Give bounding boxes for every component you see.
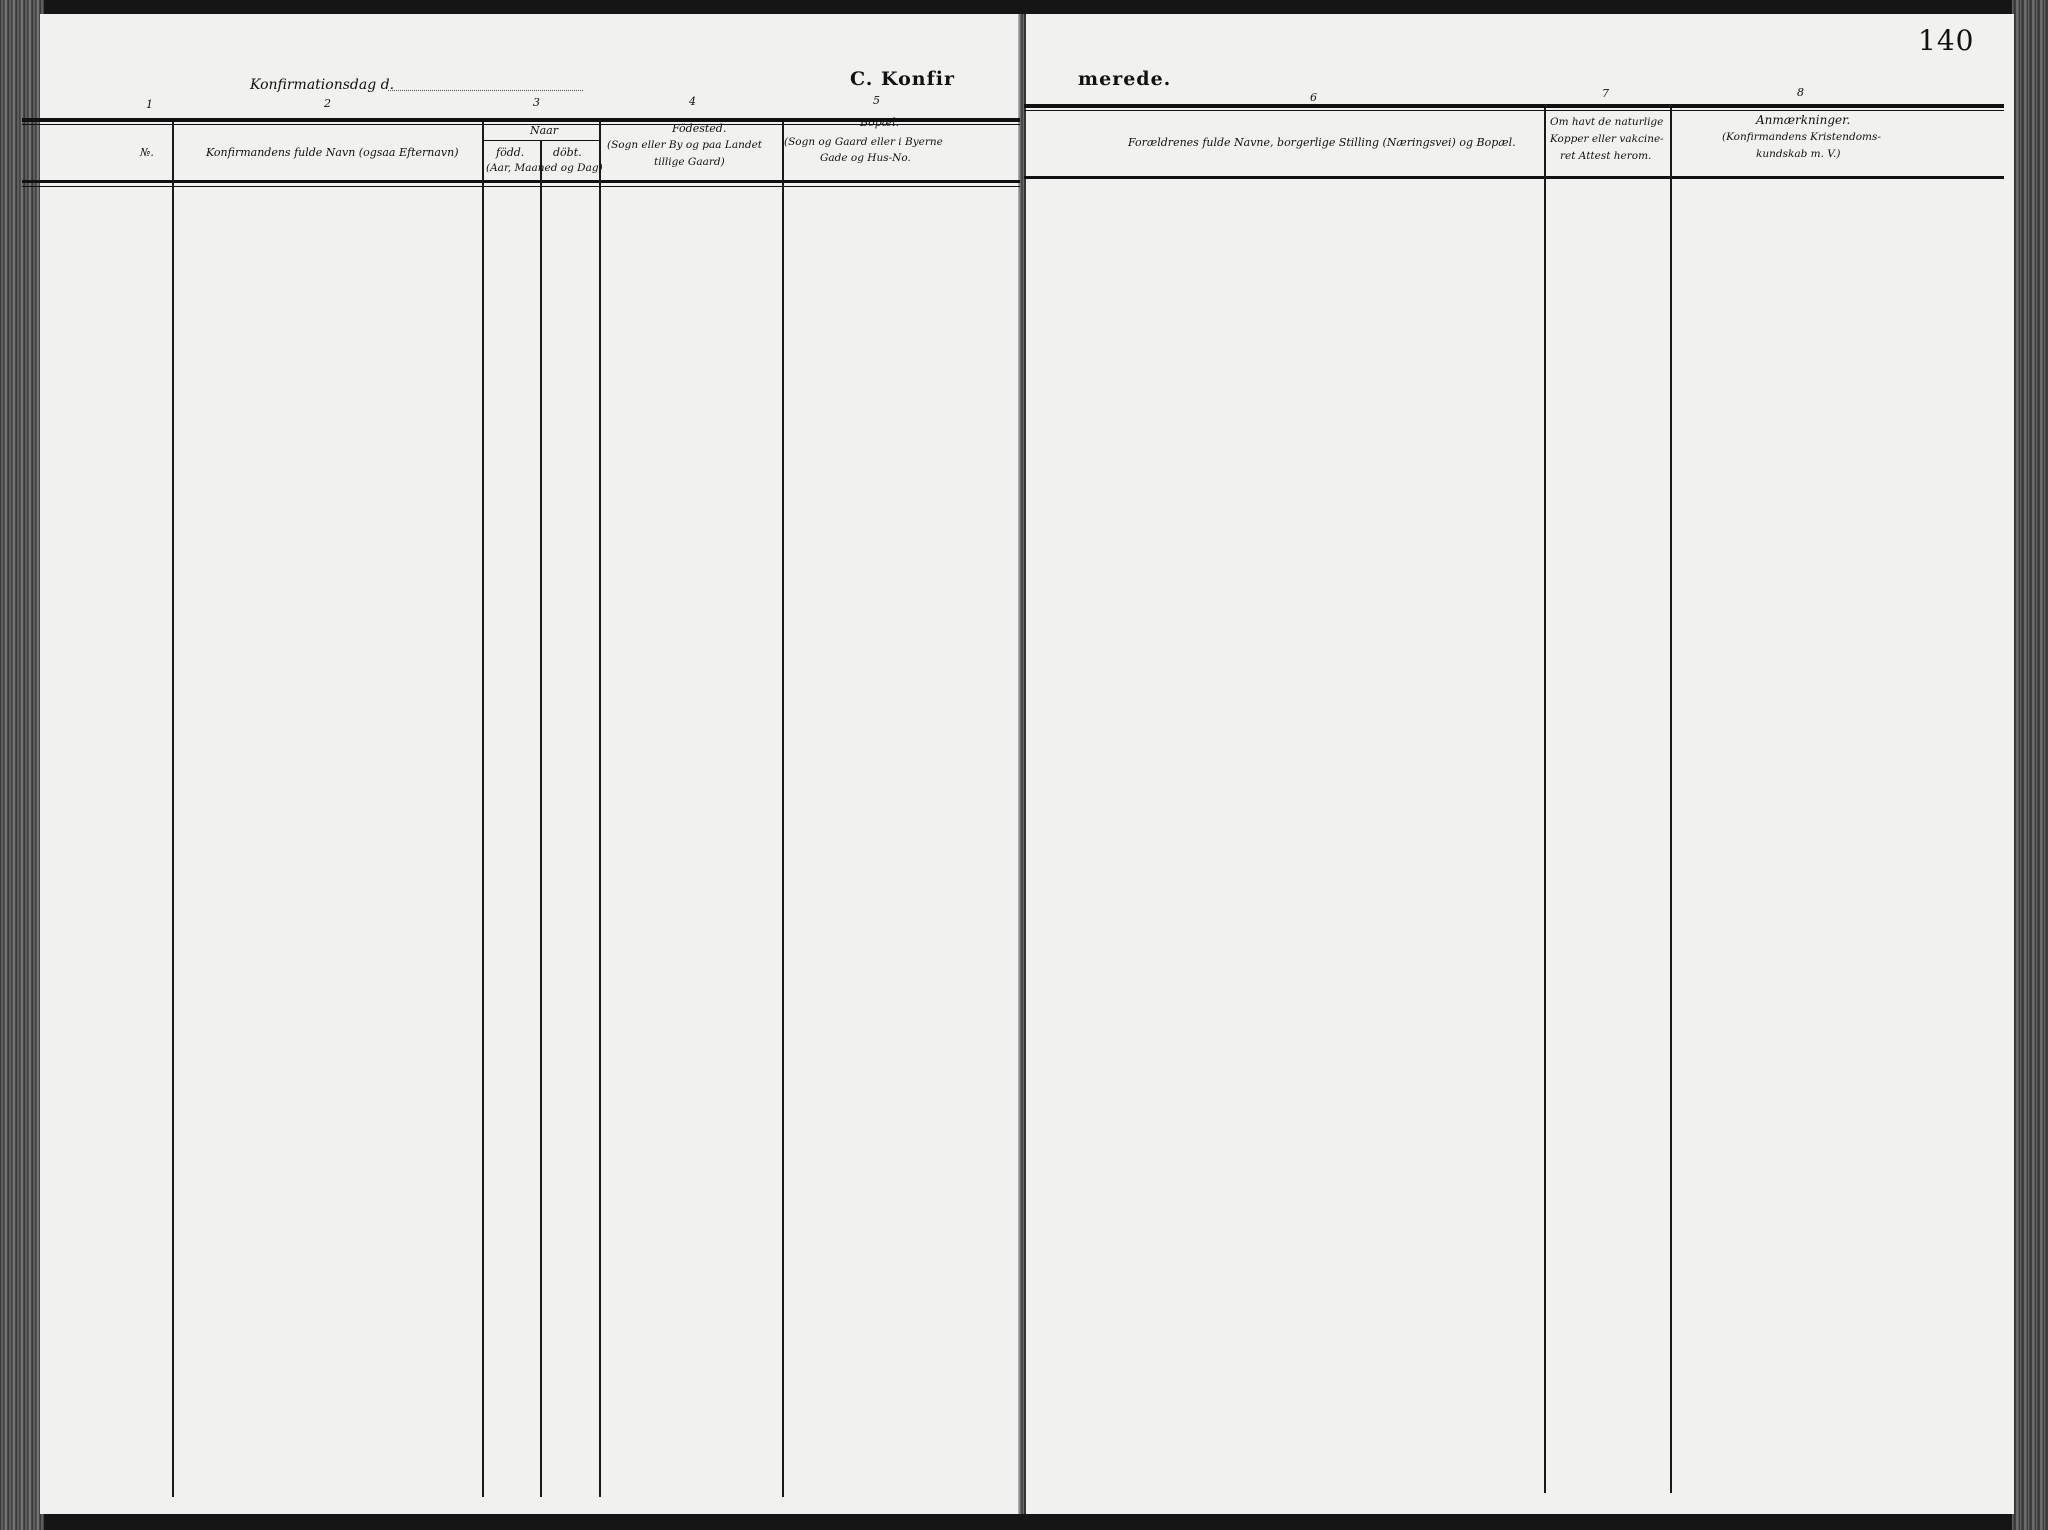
page-number: 140 [1918,24,1975,57]
column-number-4: 4 [689,95,696,108]
column-header-kopper-line3: ret Attest herom. [1560,150,1652,162]
column-header-bopel-line2: Gade og Hus-No. [820,152,911,164]
right-page-edges [2012,0,2048,1530]
column-line-3 [540,140,542,1497]
column-line-6 [1544,108,1546,1493]
column-number-8: 8 [1797,86,1804,99]
right-page [1024,14,2014,1514]
column-number-5: 5 [873,94,880,107]
column-number-2: 2 [324,97,331,110]
column-header-dobt: döbt. [553,146,582,159]
naar-divider [484,140,600,141]
column-header-foreldre: Forældrenes fulde Navne, borgerlige Stilling (Næringsvei) og Bopæl. [1128,136,1516,149]
column-header-bopel: Bopæl. [860,116,900,129]
column-header-bopel-line1: (Sogn og Gaard eller i Byerne [784,136,943,148]
column-number-3: 3 [533,96,540,109]
header-bottom-rule-right [1024,176,2004,179]
konfirmationsdag-label: Konfirmationsdag d. [250,77,395,93]
column-header-fodested-line1: (Sogn eller By og paa Landet [607,139,763,151]
column-header-naar-sub: (Aar, Maaned og Dag) [486,162,603,174]
title-left: C. Konfir [850,68,956,90]
column-header-anmerkninger: Anmærkninger. [1756,113,1851,127]
left-page [40,14,1022,1514]
column-line-2 [482,122,484,1497]
header-top-rule-right [1024,104,2004,108]
column-number-1: 1 [146,98,153,111]
column-line-1 [172,122,174,1497]
column-line-4 [599,122,601,1497]
column-number-6: 6 [1310,91,1317,104]
column-header-kopper-line1: Om havt de naturlige [1550,116,1664,128]
left-page-edges [0,0,44,1530]
column-header-anm-line2: kundskab m. V.) [1756,148,1841,160]
column-header-naar: Naar [530,124,558,137]
column-header-name: Konfirmandens fulde Navn (ogsaa Efternavn) [206,146,459,159]
column-line-5 [782,122,784,1497]
column-header-anm-line1: (Konfirmandens Kristendoms- [1722,131,1881,143]
column-header-no: №. [140,146,154,159]
title-right: merede. [1078,68,1172,90]
konfirmationsdag-dotted-line [388,90,583,91]
column-header-fodt: född. [496,146,525,159]
column-header-kopper-line2: Kopper eller vakcine- [1550,133,1664,145]
column-header-fodested-line2: tillige Gaard) [654,156,725,168]
column-line-7 [1670,108,1672,1493]
column-number-7: 7 [1602,87,1609,100]
header-top-thin-rule-right [1024,110,2004,111]
column-header-fodested: Födested. [672,122,727,135]
